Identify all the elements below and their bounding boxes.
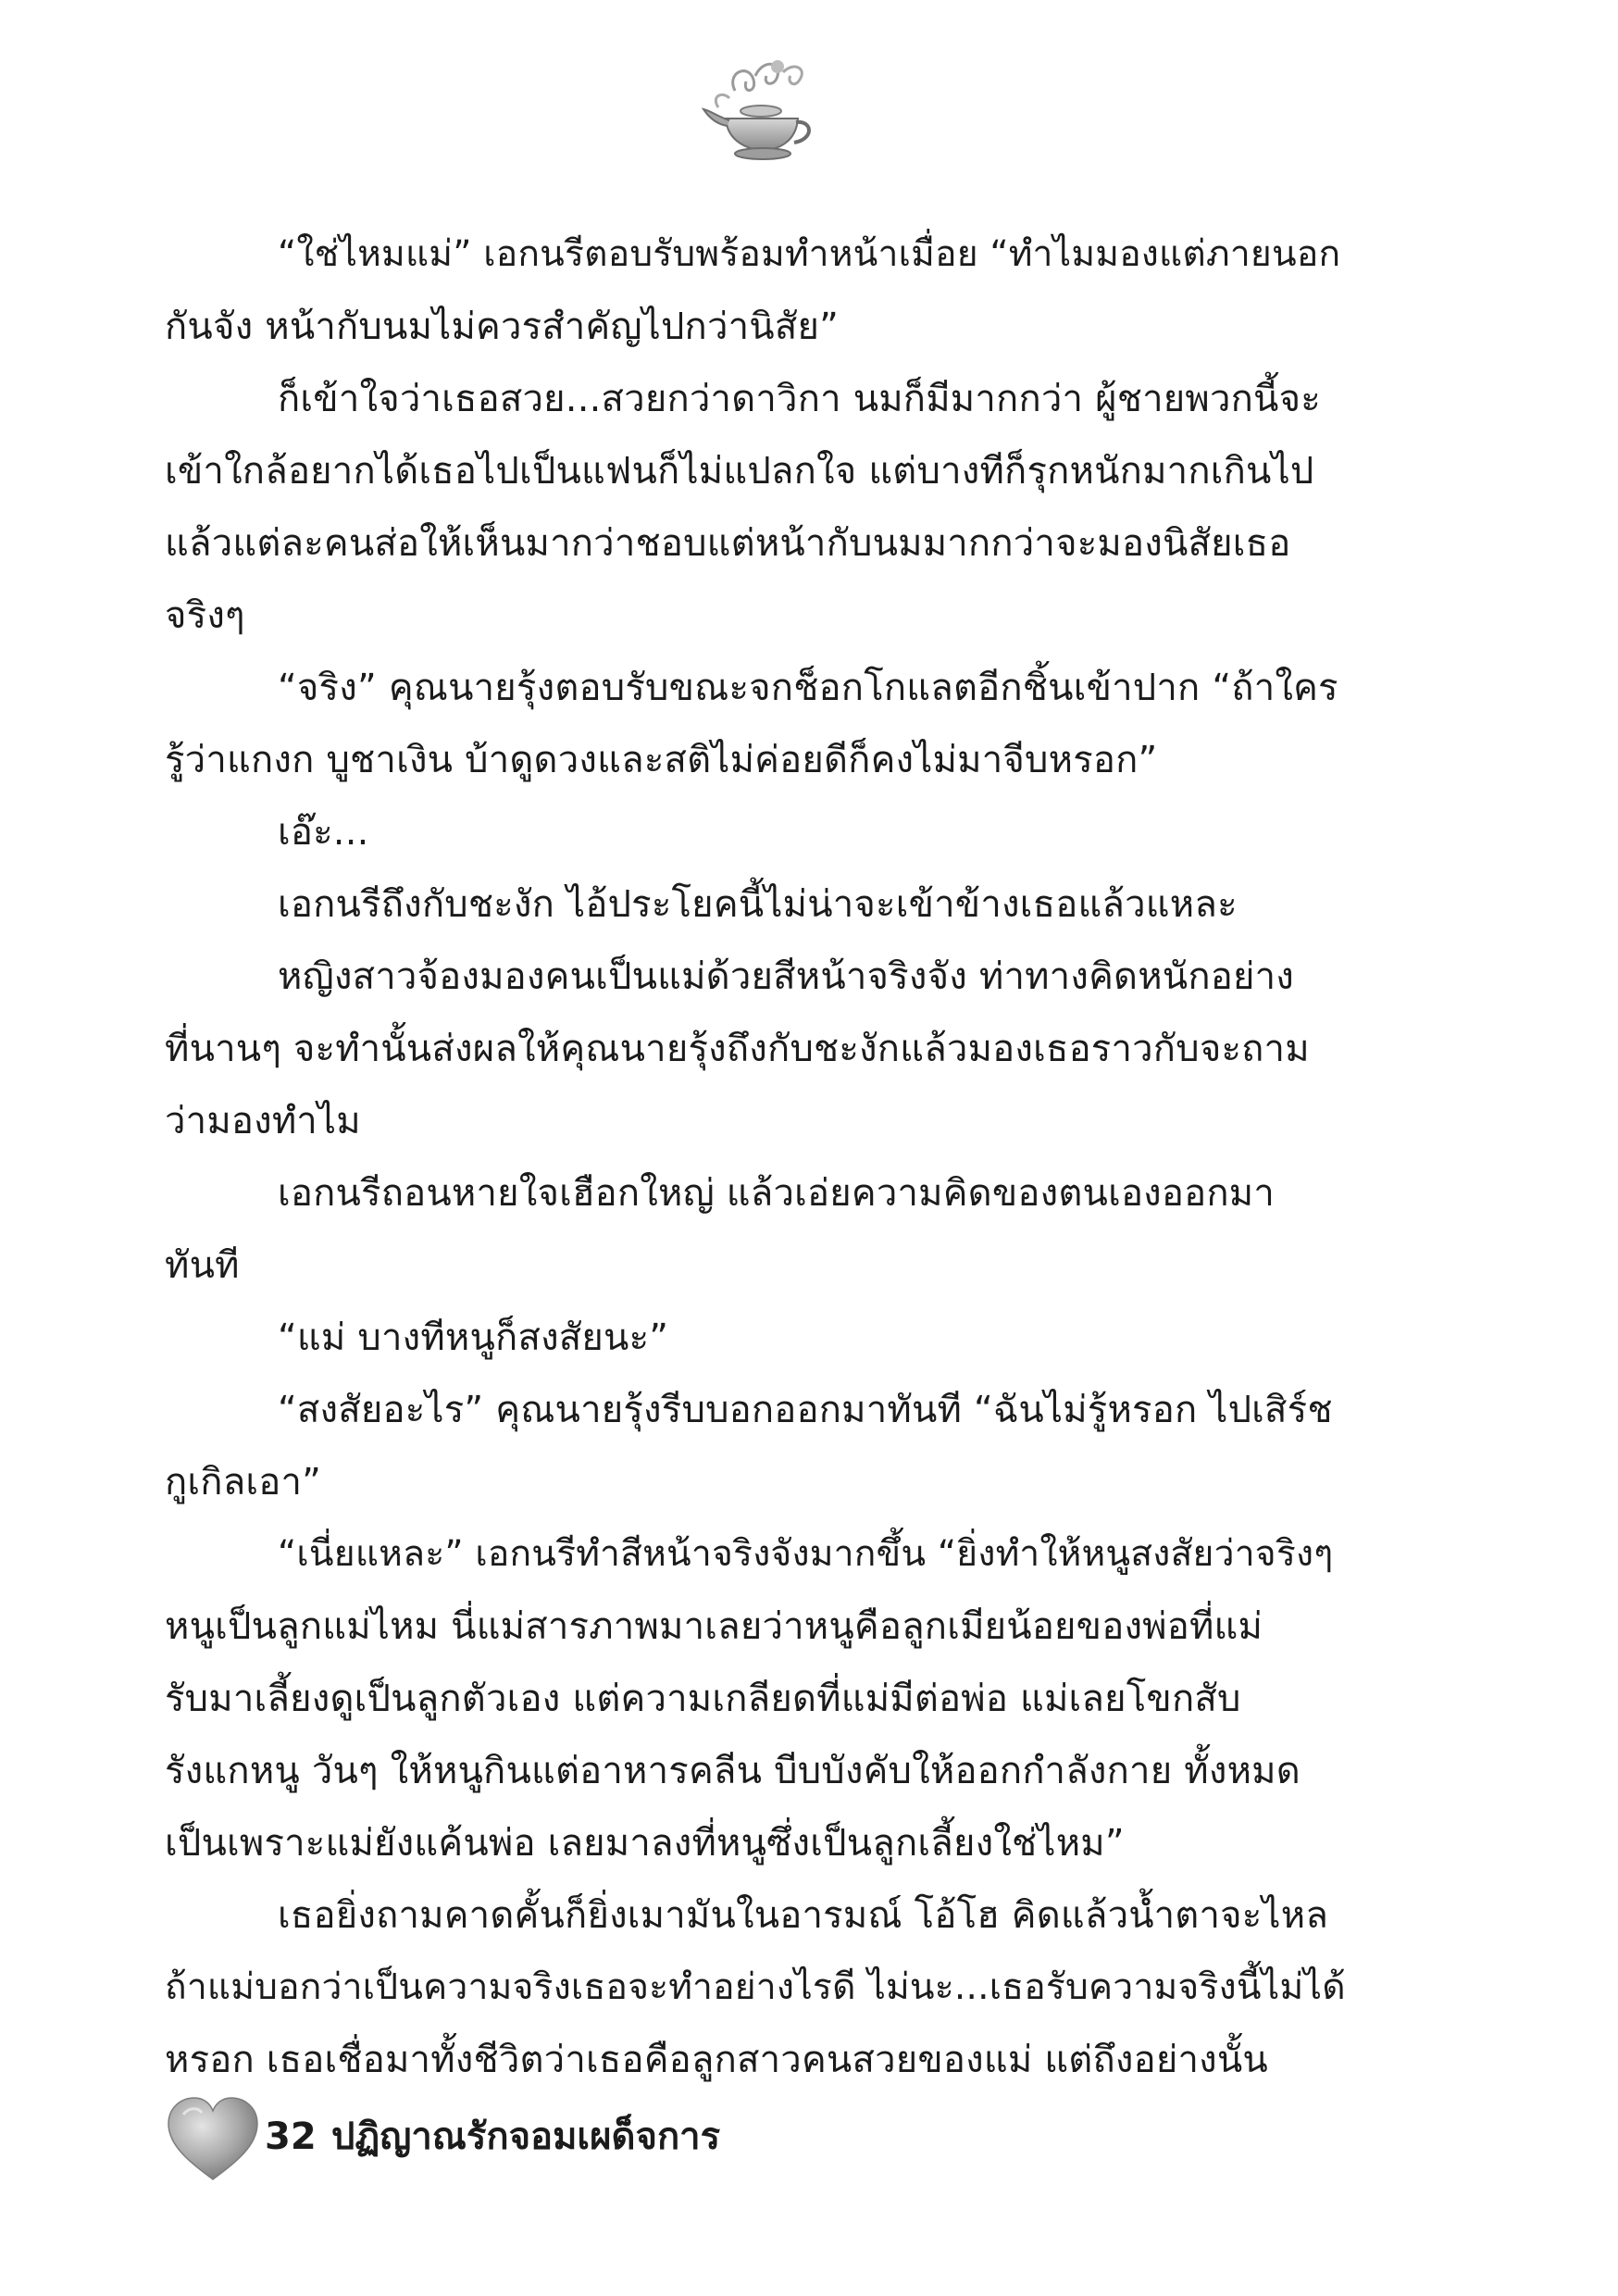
text-line: แล้วแต่ละคนส่อให้เห็นมากว่าชอบแต่หน้ากับนมมากกว่าจะมองนิสัยเธอ [165, 522, 1291, 565]
text-line: จริงๆ [165, 594, 245, 637]
text-line: รังแกหนู วันๆ ให้หนูกินแต่อาหารคลีน บีบบังคับให้ออกกำลังกาย ทั้งหมด [165, 1750, 1301, 1792]
text-line: “จริง” คุณนายรุ้งตอบรับขณะจกช็อกโกแลตอีกชิ้นเข้าปาก “ถ้าใคร [278, 667, 1338, 709]
text-line: ก็เข้าใจว่าเธอสวย...สวยกว่าดาวิกา นมก็มีมากกว่า ผู้ชายพวกนี้จะ [278, 378, 1321, 420]
text-line: กูเกิลเอา” [165, 1461, 322, 1504]
text-line: หรอก เธอเชื่อมาทั้งชีวิตว่าเธอคือลูกสาวคนสวยของแม่ แต่ถึงอย่างนั้น [165, 2039, 1268, 2081]
page-number: 32 [265, 2115, 317, 2158]
text-line: หญิงสาวจ้องมองคนเป็นแม่ด้วยสีหน้าจริงจัง ท่าทางคิดหนักอย่าง [278, 955, 1294, 998]
text-line: “เนี่ยแหละ” เอกนรีทำสีหน้าจริงจังมากขึ้น “ยิ่งทำให้หนูสงสัยว่าจริงๆ [278, 1533, 1334, 1575]
text-line: เข้าใกล้อยากได้เธอไปเป็นแฟนก็ไม่แปลกใจ แต่บางทีก็รุกหนักมากเกินไป [165, 450, 1314, 493]
text-line: “สงสัยอะไร” คุณนายรุ้งรีบบอกออกมาทันที “ฉันไม่รู้หรอก ไปเสิร์ช [278, 1389, 1333, 1431]
book-title: ปฏิญาณรักจอมเผด็จการ [331, 2115, 721, 2158]
text-line: “แม่ บางทีหนูก็สงสัยนะ” [278, 1316, 669, 1359]
text-line: เอกนรีถึงกับชะงัก ไอ้ประโยคนี้ไม่น่าจะเข้าข้างเธอแล้วแหละ [278, 883, 1238, 926]
text-line: เธอยิ่งถามคาดคั้นก็ยิ่งเมามันในอารมณ์ โอ้โฮ คิดแล้วน้ำตาจะไหล [278, 1894, 1329, 1937]
text-line: ทันที [165, 1244, 240, 1287]
text-line: เอ๊ะ... [278, 811, 369, 854]
text-line: “ใช่ไหมแม่” เอกนรีตอบรับพร้อมทำหน้าเมื่อย “ทำไมมองแต่ภายนอก [278, 233, 1341, 275]
text-line: กันจัง หน้ากับนมไม่ควรสำคัญไปกว่านิสัย” [165, 306, 840, 348]
text-line: รับมาเลี้ยงดูเป็นลูกตัวเอง แต่ความเกลียดที่แม่มีต่อพ่อ แม่เลยโขกสับ [165, 1678, 1241, 1720]
page-footer [165, 2094, 998, 2187]
text-line: หนูเป็นลูกแม่ไหม นี่แม่สารภาพมาเลยว่าหนูคือลูกเมียน้อยของพ่อที่แม่ [165, 1605, 1263, 1648]
body-text [165, 218, 1359, 2096]
text-line: เป็นเพราะแม่ยังแค้นพ่อ เลยมาลงที่หนูซึ่งเป็นลูกเลี้ยงใช่ไหม” [165, 1822, 1125, 1865]
text-line: ว่ามองทำไม [165, 1100, 361, 1142]
text-line: รู้ว่าแกงก บูชาเงิน บ้าดูดวงและสติไม่ค่อยดีก็คงไม่มาจีบหรอก” [165, 739, 1158, 781]
text-line: ถ้าแม่บอกว่าเป็นความจริงเธอจะทำอย่างไรดี ไม่นะ...เธอรับความจริงนี้ไม่ได้ [165, 1966, 1346, 2008]
text-line: เอกนรีถอนหายใจเฮือกใหญ่ แล้วเอ่ยความคิดของตนเองออกมา [278, 1172, 1275, 1215]
heart-icon [165, 2094, 261, 2183]
text-line: ที่นานๆ จะทำนั้นส่งผลให้คุณนายรุ้งถึงกับชะงักแล้วมองเธอราวกับจะถาม [165, 1028, 1310, 1070]
teapot-with-flowers-icon [698, 54, 818, 168]
